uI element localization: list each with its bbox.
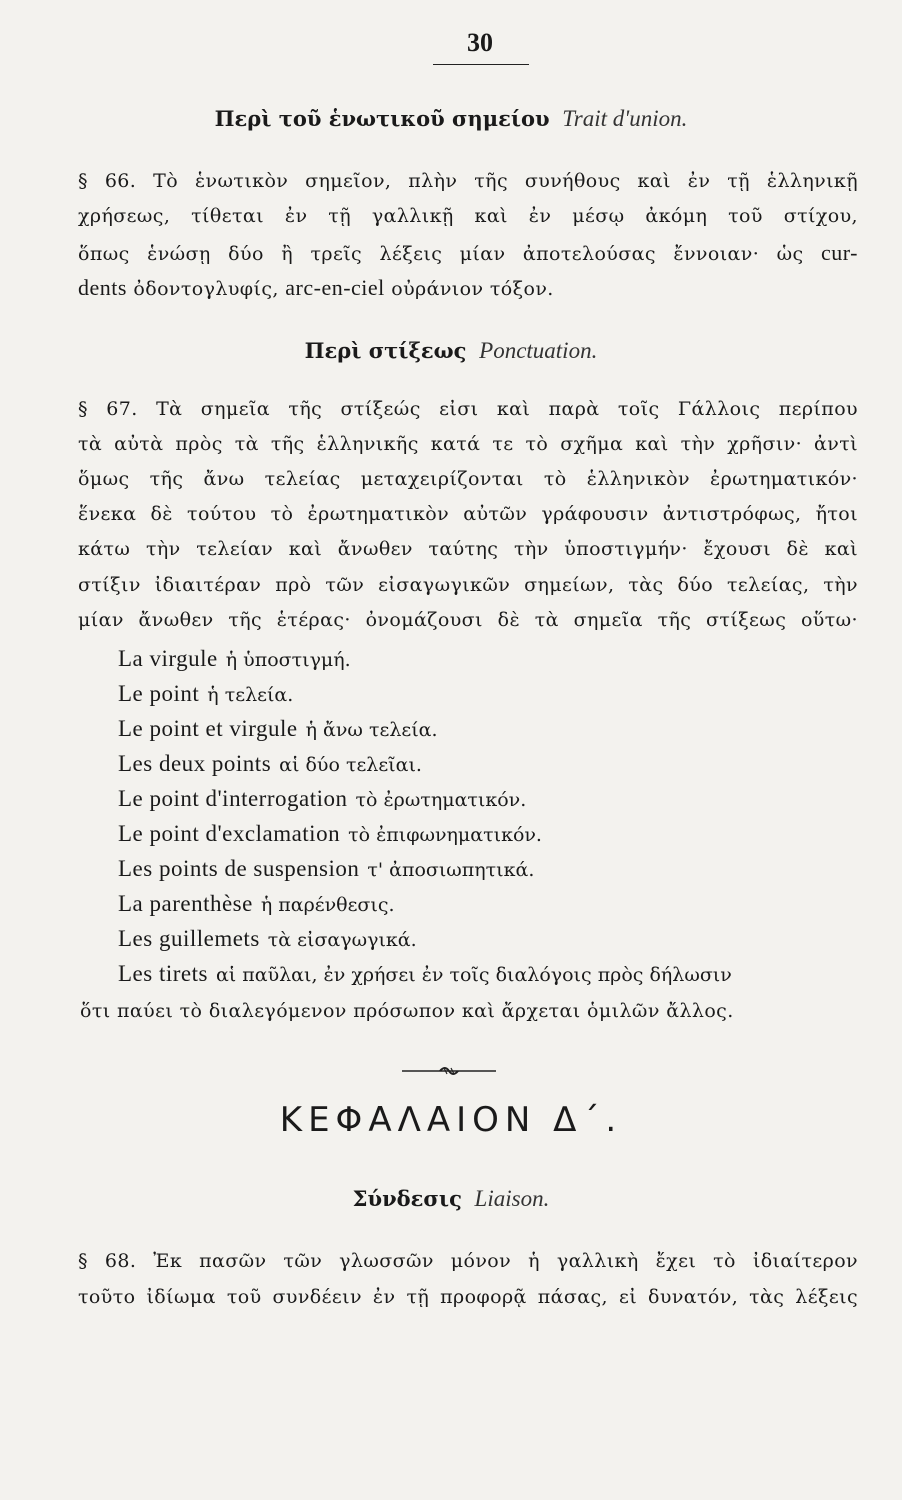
punctuation-term [118,681,293,707]
punctuation-term [118,646,351,672]
paragraph-line: τοῦτο ἰδίωμα τοῦ συνδέειν ἐν τῇ προφορᾷ πάσας, εἰ δυνατόν, τὰς λέξεις [78,1286,858,1308]
term-french: Le point [118,681,200,706]
term-greek: ἡ παρένθεσις. [260,894,395,916]
term-greek: τὸ ἐρωτηματικόν. [355,789,527,811]
paragraph-line: στίξιν ἰδιαιτέραν πρὸ τῶν εἰσαγωγικῶν σημείων, τὰς δύο τελείας, τὴν [78,574,858,596]
punctuation-term-tirets [118,961,732,987]
paragraph-line-french: cur- [821,240,859,265]
section-heading-liaison [0,1186,902,1212]
ornament-divider [400,1064,498,1078]
heading-french: Liaison. [474,1186,550,1211]
term-french: Le point d'exclamation [118,821,341,846]
heading-greek: Περὶ τοῦ ἑνωτικοῦ σημείου [214,106,550,131]
term-french: La virgule [118,646,218,671]
term-french: Les tirets [118,961,208,986]
example-greek: ὀδοντογλυφίς, [133,278,279,300]
page-number: 30 [467,28,493,57]
paragraph-line: κάτω τὴν τελείαν καὶ ἄνωθεν ταύτης τὴν ὑποστιγμήν· ἔχουσι δὲ καὶ [78,538,858,560]
punctuation-term [118,926,417,952]
term-greek: ἡ ὑποστιγμή. [225,649,351,671]
term-french: Le point et virgule [118,716,298,741]
term-french: Les guillemets [118,926,260,951]
example-greek: οὐράνιον τόξον. [391,278,554,300]
paragraph-line: § 68. Ἐκ πασῶν τῶν γλωσσῶν μόνον ἡ γαλλικὴ ἔχει τὸ ἰδιαίτερον [78,1250,858,1272]
term-greek: αἱ παῦλαι, ἐν χρήσει ἐν τοῖς διαλόγοις πρὸς δήλωσιν [215,964,732,986]
paragraph-line: § 66. Τὸ ἑνωτικὸν σημεῖον, πλὴν τῆς συνήθους καὶ ἐν τῇ ἑλληνικῇ [78,170,858,192]
term-greek: τὸ ἐπιφωνηματικόν. [348,824,542,846]
term-greek: αἱ δύο τελεῖαι. [279,754,422,776]
term-french: Le point d'interrogation [118,786,348,811]
example-french: dents [78,275,127,300]
paragraph-line: τὰ αὐτὰ πρὸς τὰ τῆς ἑλληνικῆς κατά τε τὸ σχῆμα καὶ τὴν χρῆσιν· ἀντὶ [78,433,858,455]
paragraph-line: μίαν ἄνωθεν τῆς ἑτέρας· ὀνομάζουσι δὲ τὰ σημεῖα τῆς στίξεως οὕτω· [78,609,858,631]
term-greek: ἡ τελεία. [207,684,294,706]
heading-french: Trait d'union. [562,106,688,131]
section-heading-trait-d-union [0,106,902,132]
heading-greek: Περὶ στίξεως [304,338,467,363]
paragraph-line: ἕνεκα δὲ τούτου τὸ ἐρωτηματικὸν αὐτῶν γράφουσιν ἀντιστρόφως, ἤτοι [78,503,858,525]
section-heading-ponctuation [0,338,902,364]
paragraph-line: χρήσεως, τίθεται ἐν τῇ γαλλικῇ καὶ ἐν μέσῳ ἀκόμη τοῦ στίχου, [78,205,858,227]
paragraph-line: ὅτι παύει τὸ διαλεγόμενον πρόσωπον καὶ ἄρχεται ὁμιλῶν ἄλλος. [80,1000,734,1022]
punctuation-term [118,891,395,917]
term-french: Les points de suspension [118,856,360,881]
term-greek: ἡ ἄνω τελεία. [305,719,438,741]
term-greek: τ' ἀποσιωπητικά. [367,859,535,881]
term-french: Les deux points [118,751,272,776]
term-french: La parenthèse [118,891,253,916]
heading-french: Ponctuation. [479,338,598,363]
heading-greek: Σύνδεσις [352,1186,462,1211]
page-number-rule [433,64,529,65]
punctuation-term [118,821,542,847]
punctuation-term [118,716,438,742]
paragraph-line: ὅμως τῆς ἄνω τελείας μεταχειρίζονται τὸ ἑλληνικὸν ἐρωτηματικόν· [78,468,858,490]
term-greek: τὰ εἰσαγωγικά. [267,929,417,951]
paragraph-line [78,275,858,301]
paragraph-line: § 67. Τὰ σημεῖα τῆς στίξεώς εἰσι καὶ παρὰ τοῖς Γάλλοις περίπου [78,398,858,420]
paragraph-line [78,240,858,266]
chapter-title: ΚΕΦΑΛΑΙΟΝ Δ΄. [279,1100,623,1140]
punctuation-term [118,856,534,882]
punctuation-term [118,786,526,812]
punctuation-term [118,751,422,777]
paragraph-line-greek: ὅπως ἑνώσῃ δύο ἢ τρεῖς λέξεις μίαν ἀποτελούσας ἔννοιαν· ὡς [78,243,804,265]
example-french: arc-en-ciel [285,275,385,300]
